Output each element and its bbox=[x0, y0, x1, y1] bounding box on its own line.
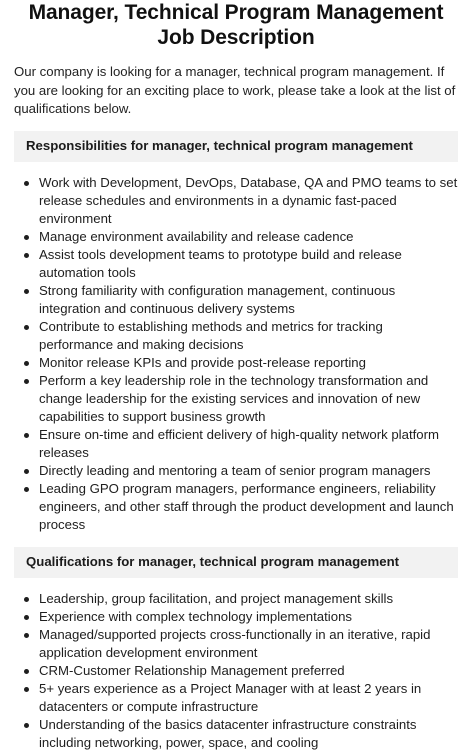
bullet-icon bbox=[24, 669, 29, 674]
qualifications-heading: Qualifications for manager, technical program management bbox=[14, 547, 458, 578]
list-item bbox=[39, 174, 458, 228]
intro-paragraph: Our company is looking for a manager, technical program management. If you are looking for an exciting place to work, please take a look at the list of qualifications below. bbox=[14, 64, 456, 116]
list-item bbox=[39, 680, 458, 716]
list-item bbox=[39, 662, 458, 680]
list-item-text: Strong familiarity with configuration management, continuous integration and continuous delivery systems bbox=[39, 282, 396, 316]
bullet-icon bbox=[24, 633, 29, 638]
bullet-icon bbox=[24, 289, 29, 294]
list-item bbox=[39, 318, 458, 354]
bullet-icon bbox=[24, 597, 29, 602]
page-title: Manager, Technical Program Management Job Description bbox=[28, 1, 444, 49]
list-item bbox=[39, 282, 458, 318]
bullet-icon bbox=[24, 235, 29, 240]
list-item-text: Directly leading and mentoring a team of senior program managers bbox=[39, 462, 431, 478]
list-item bbox=[39, 716, 458, 752]
bullet-icon bbox=[24, 325, 29, 330]
list-item-text: Work with Development, DevOps, Database, QA and PMO teams to set release schedules and environments in a dynamic fast-paced environment bbox=[39, 174, 458, 226]
list-item bbox=[39, 246, 458, 282]
list-item bbox=[39, 462, 458, 480]
list-item-text: Ensure on-time and efficient delivery of high-quality network platform releases bbox=[39, 426, 439, 460]
list-item-text: Perform a key leadership role in the technology transformation and change leadership for the existing services and innovation of new capabilities to support business growth bbox=[39, 372, 429, 424]
list-item bbox=[39, 608, 458, 626]
bullet-icon bbox=[24, 723, 29, 728]
list-item-text: Manage environment availability and release cadence bbox=[39, 228, 354, 244]
list-item-text: Assist tools development teams to prototype build and release automation tools bbox=[39, 246, 402, 280]
qualifications-list bbox=[14, 590, 458, 752]
bullet-icon bbox=[24, 615, 29, 620]
list-item bbox=[39, 228, 458, 246]
list-item-text: Leading GPO program managers, performance engineers, reliability engineers, and other staff through the product development and launch process bbox=[39, 480, 454, 532]
bullet-icon bbox=[24, 687, 29, 692]
list-item-text: Contribute to establishing methods and metrics for tracking performance and making decisions bbox=[39, 318, 383, 352]
bullet-icon bbox=[24, 361, 29, 366]
list-item-text: Managed/supported projects cross-functionally in an iterative, rapid application development environment bbox=[39, 626, 431, 660]
bullet-icon bbox=[24, 379, 29, 384]
list-item bbox=[39, 372, 458, 426]
responsibilities-list bbox=[14, 174, 458, 534]
list-item-text: Understanding of the basics datacenter infrastructure constraints including networking, power, space, and cooling bbox=[39, 716, 417, 750]
bullet-icon bbox=[24, 433, 29, 438]
list-item-text: Monitor release KPIs and provide post-release reporting bbox=[39, 354, 366, 370]
list-item-text: 5+ years experience as a Project Manager with at least 2 years in datacenters or compute infrastructure bbox=[39, 680, 422, 714]
bullet-icon bbox=[24, 181, 29, 186]
list-item bbox=[39, 426, 458, 462]
list-item bbox=[39, 354, 458, 372]
bullet-icon bbox=[24, 253, 29, 258]
bullet-icon bbox=[24, 487, 29, 492]
list-item bbox=[39, 590, 458, 608]
list-item bbox=[39, 626, 458, 662]
responsibilities-heading: Responsibilities for manager, technical program management bbox=[14, 131, 458, 162]
bullet-icon bbox=[24, 469, 29, 474]
list-item-text: CRM-Customer Relationship Management preferred bbox=[39, 662, 345, 678]
list-item-text: Experience with complex technology implementations bbox=[39, 608, 352, 624]
list-item-text: Leadership, group facilitation, and project management skills bbox=[39, 590, 394, 606]
list-item bbox=[39, 480, 458, 534]
